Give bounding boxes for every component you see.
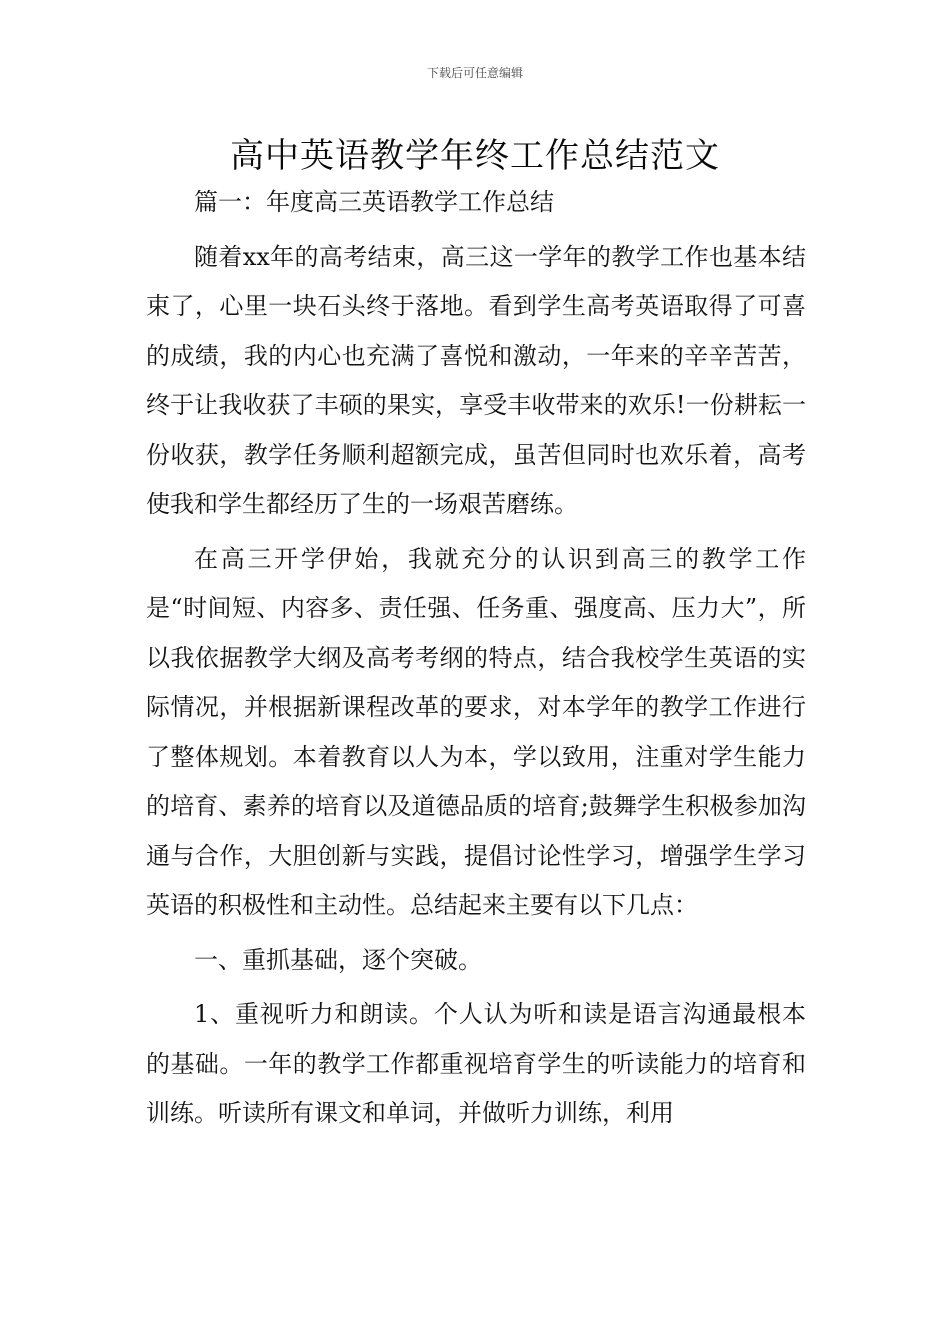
header-note: 下载后可任意编辑 — [426, 66, 523, 80]
paragraph-1: 随着xx年的高考结束，高三这一学年的教学工作也基本结束了，心里一块石头终于落地。看到学生高考英语取得了可喜的成绩，我的内心也充满了喜悦和激动，一年来的辛辛苦苦，终于让我收获了丰硕的果实，享受丰收带来的欢乐!一份耕耘一份收获，教学任务顺利超额完成，虽苦但同时也欢乐着，高考使我和学生都经历了生的一场艰苦磨练。 — [146, 242, 806, 518]
document-body — [146, 178, 806, 1139]
paragraph-4: 1、重视听力和朗读。个人认为听和读是语言沟通最根本的基础。一年的教学工作都重视培育学生的听读能力的培育和训练。听读所有课文和单词，并做听力训练，利用 — [146, 1000, 806, 1127]
paragraph-2: 在高三开学伊始，我就充分的认识到高三的教学工作是“时间短、内容多、责任强、任务重、强度高、压力大”，所以我依据教学大纲及高考考纲的特点，结合我校学生英语的实际情况，并根据新课程改革的要求，对本学年的教学工作进行了整体规划。本着教育以人为本，学以致用，注重对学生能力的培育、素养的培育以及道德品质的培育;鼓舞学生积极参加沟通与合作，大胆创新与实践，提倡讨论性学习，增强学生学习英语的积极性和主动性。总结起来主要有以下几点： — [146, 544, 806, 919]
paragraph-3: 一、重抓基础，逐个突破。 — [194, 945, 482, 974]
document-title: 高中英语教学年终工作总结范文 — [230, 136, 720, 176]
section-heading: 篇一：年度高三英语教学工作总结 — [194, 188, 554, 216]
